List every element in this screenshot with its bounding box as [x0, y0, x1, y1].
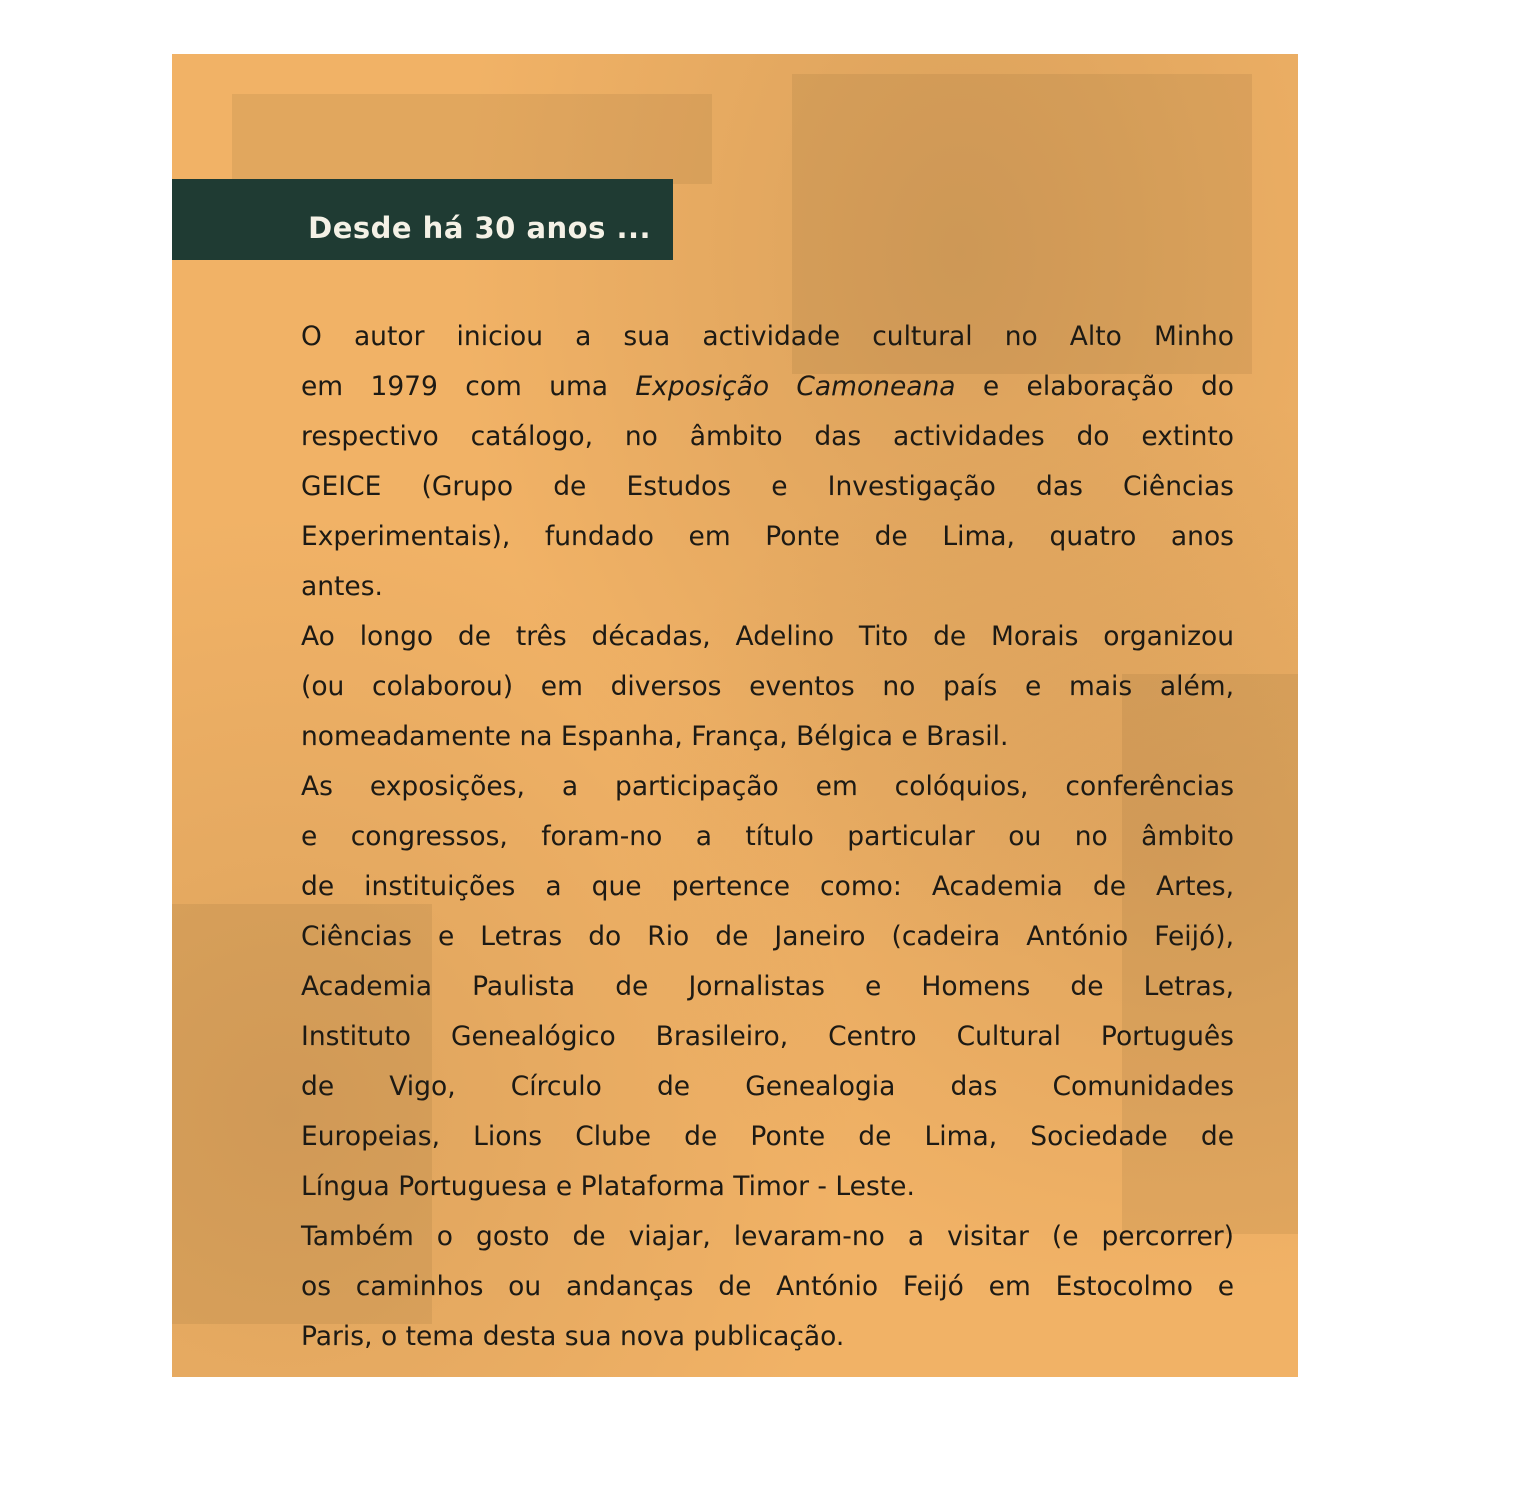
text-line: de Vigo, Círculo de Genealogia das Comunidades [301, 1071, 1234, 1102]
text-line: os caminhos ou andanças de António Feijó em Estocolmo e [301, 1271, 1234, 1302]
text-line [301, 362, 1234, 412]
text-fragment: e elaboração do [955, 371, 1234, 402]
text-line: Língua Portuguesa e Plataforma Timor - Leste. [301, 1171, 915, 1202]
text-line: GEICE (Grupo de Estudos e Investigação das Ciências [301, 471, 1234, 502]
text-line: O autor iniciou a sua actividade cultural no Alto Minho [301, 321, 1234, 352]
paragraph [301, 762, 1234, 1212]
text-line: nomeadamente na Espanha, França, Bélgica e Brasil. [301, 721, 1009, 752]
text-line: de instituições a que pertence como: Academia de Artes, [301, 871, 1234, 902]
paragraph [301, 612, 1234, 762]
text-line: Paris, o tema desta sua nova publicação. [301, 1321, 845, 1352]
background-building-photo [232, 94, 712, 184]
text-line: As exposições, a participação em colóquios, conferências [301, 771, 1234, 802]
italic-title: Exposição Camoneana [635, 371, 956, 402]
paragraph [301, 312, 1234, 612]
text-line: respectivo catálogo, no âmbito das actividades do extinto [301, 421, 1234, 452]
text-line: Europeias, Lions Clube de Ponte de Lima, Sociedade de [301, 1121, 1234, 1152]
book-back-cover [172, 54, 1298, 1377]
text-line: Instituto Genealógico Brasileiro, Centro Cultural Português [301, 1021, 1234, 1052]
text-line: Academia Paulista de Jornalistas e Homens de Letras, [301, 971, 1234, 1002]
text-line: Também o gosto de viajar, levaram-no a visitar (e percorrer) [301, 1221, 1234, 1252]
text-line: antes. [301, 571, 383, 602]
text-line: Ciências e Letras do Rio de Janeiro (cadeira António Feijó), [301, 921, 1234, 952]
title-banner [172, 179, 673, 260]
text-fragment: em 1979 com uma [301, 371, 636, 402]
text-line: e congressos, foram-no a título particular ou no âmbito [301, 821, 1234, 852]
text-line: Ao longo de três décadas, Adelino Tito de Morais organizou [301, 621, 1234, 652]
text-line: (ou colaborou) em diversos eventos no país e mais além, [301, 671, 1234, 702]
body-text [301, 312, 1234, 1362]
paragraph [301, 1212, 1234, 1362]
text-line: Experimentais), fundado em Ponte de Lima, quatro anos [301, 521, 1234, 552]
banner-title: Desde há 30 anos ... [308, 211, 651, 245]
